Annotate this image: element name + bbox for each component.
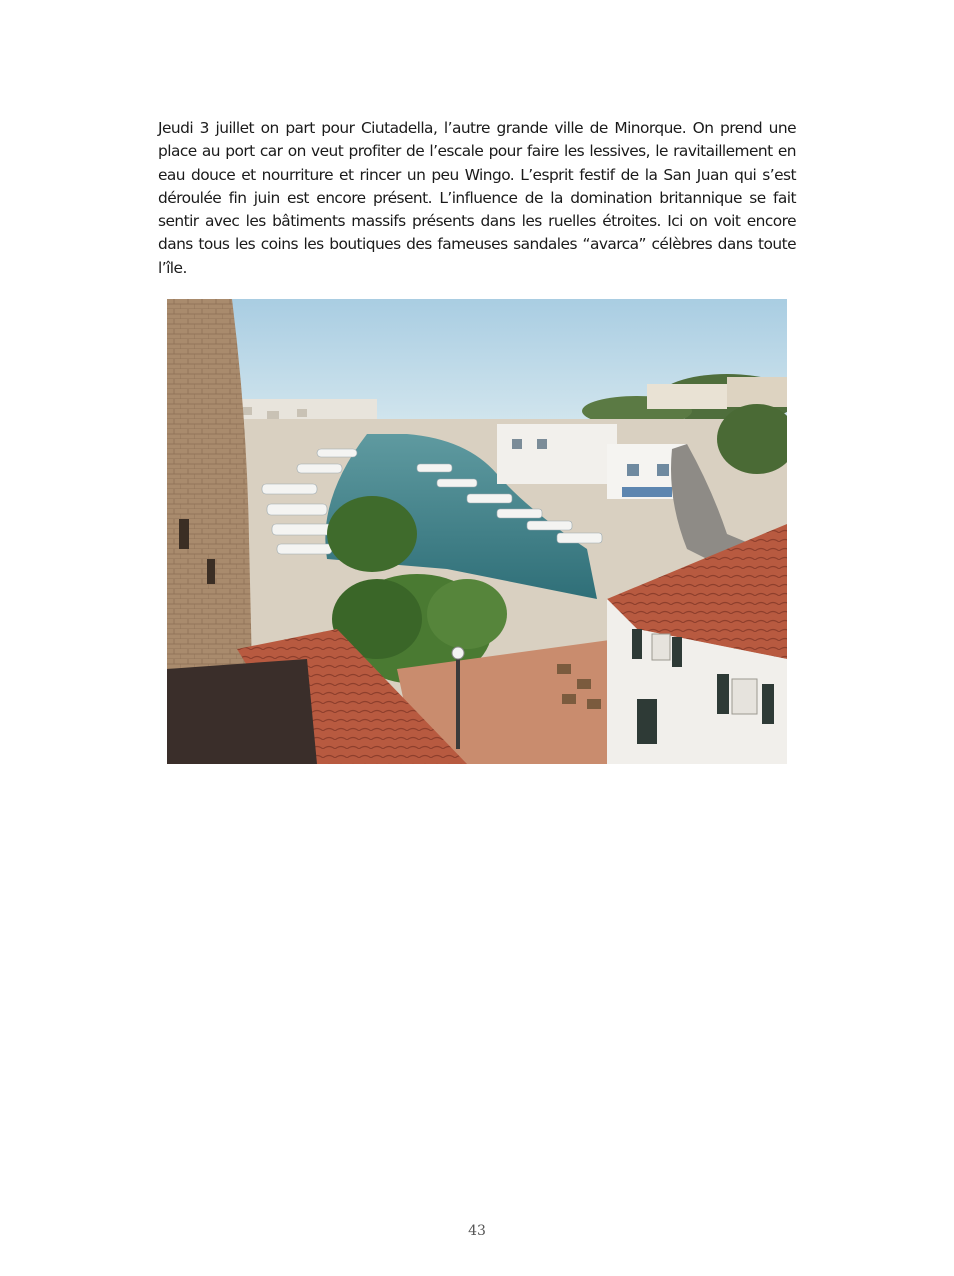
body-paragraph: Jeudi 3 juillet on part pour Ciutadella, l’autre grande ville de Minorque. On prend une place au port car on veut profiter de l’escale pour faire les lessives, le ravitaillement en eau douce et nourriture et rincer un peu Wingo. L’esprit festif de la San Juan qui s’est déroulée fin juin est encore présent. L’influence de la domination britannique se fait sentir avec les bâtiments massifs présents dans les ruelles étroites. Ici on voit encore dans tous les coins les boutiques des fameuses sandales “avarca” célèbres dans toute l’île.: [158, 119, 796, 277]
harbour-photo: [167, 299, 787, 764]
page-number: 43: [468, 1223, 486, 1239]
